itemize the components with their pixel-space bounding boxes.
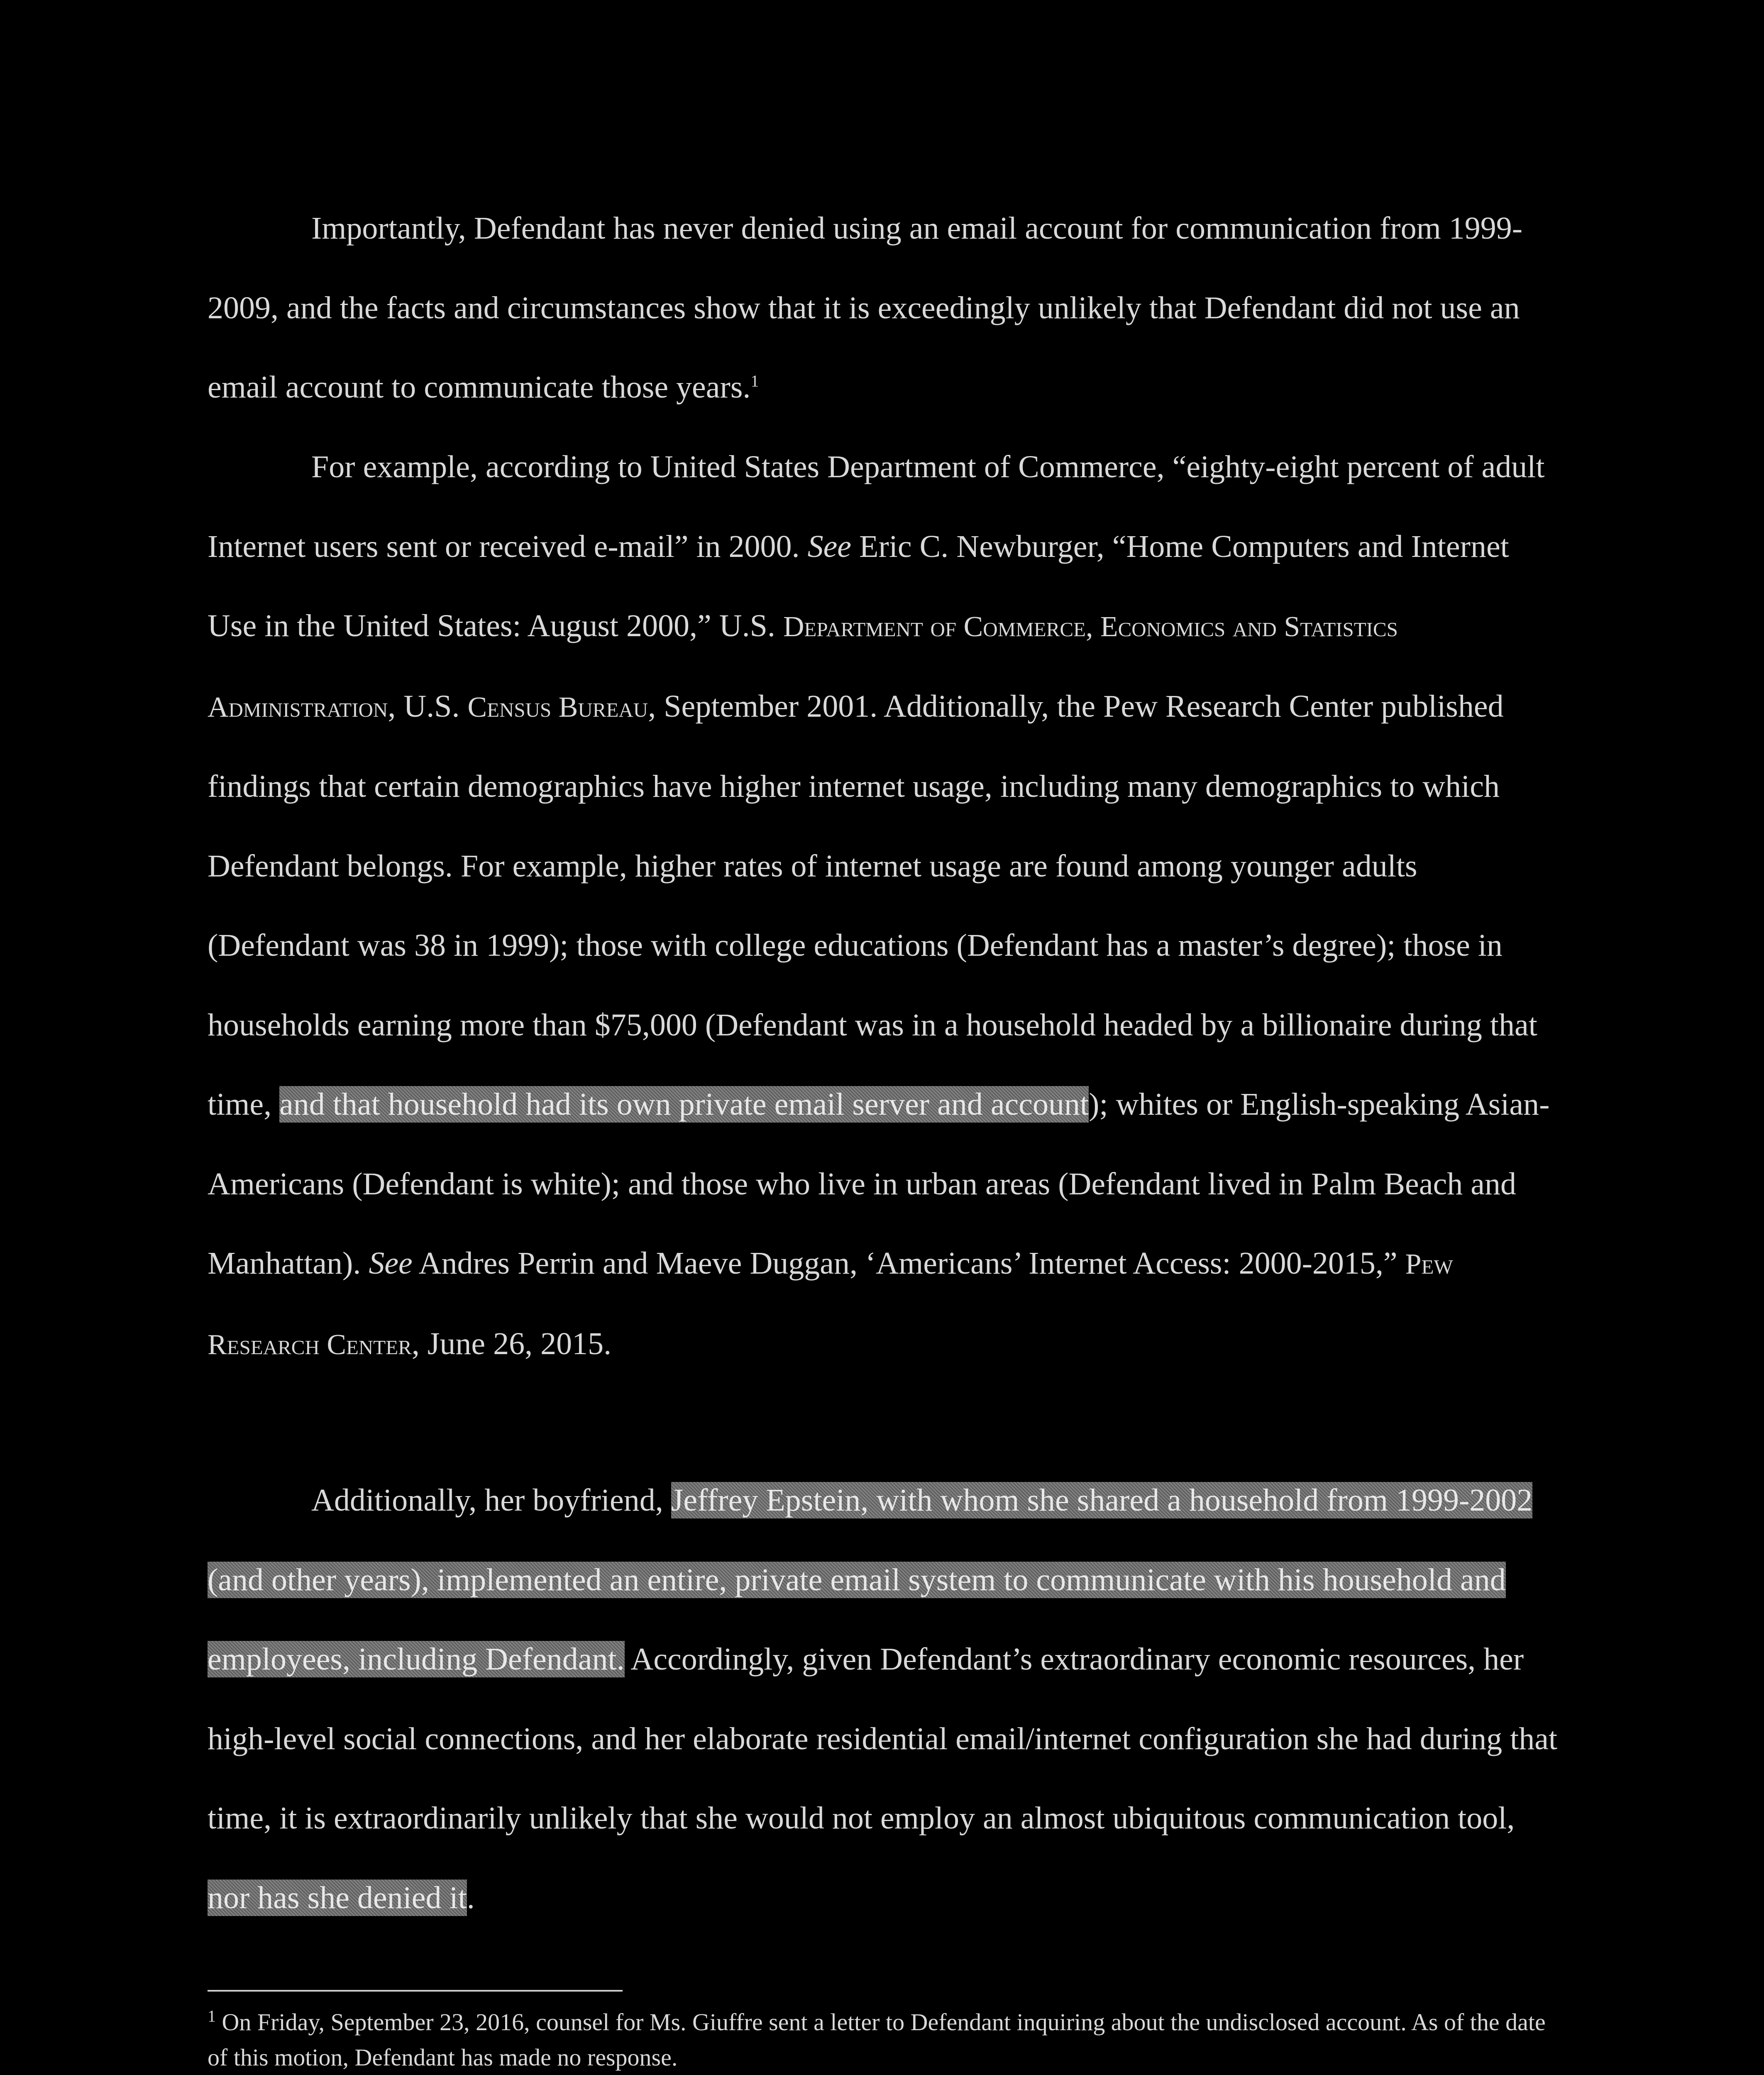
small-caps-source: Census Bureau bbox=[467, 691, 648, 723]
text-segment: , June 26, 2015. bbox=[411, 1326, 612, 1361]
citation-signal: See bbox=[807, 529, 852, 564]
small-caps-source: Department of Commerce, Economics and Statistics Administration bbox=[208, 611, 1398, 723]
citation-signal: See bbox=[369, 1246, 413, 1281]
text-segment: Andres Perrin and Maeve Duggan, ‘Americans’ Internet Access: 2000-2015,” bbox=[412, 1246, 1405, 1281]
text-segment: ); whites or English-speaking Asian-Americans (Defendant is white); and those who live in urban areas (Defendant lived in Palm Beach and Manhattan). bbox=[208, 1087, 1550, 1281]
highlighted-text: and that household had its own private email server and account bbox=[279, 1087, 1089, 1122]
footnote-text: On Friday, September 23, 2016, counsel for Ms. Giuffre sent a letter to Defendant inquiring about the undisclosed account. As of the date of this motion, Defendant has made no response. bbox=[208, 2009, 1546, 2071]
highlighted-text: Jeffrey Epstein, with whom she shared a household from 1999-2002 (and other years), implemented an entire, private email system to communicate with his household and employees, including Defendant. bbox=[208, 1483, 1533, 1677]
text-segment: For example, according to United States Department of Commerce, “eighty-eight percent of adult Internet users sent or received e-mail” in 2000. bbox=[208, 449, 1545, 564]
footnote-number: 1 bbox=[208, 2007, 216, 2026]
footnote-divider bbox=[208, 1990, 623, 1992]
footnote-reference: 1 bbox=[750, 371, 759, 391]
small-caps-source: Pew Research Center bbox=[208, 1248, 1453, 1361]
paragraph-internet-usage bbox=[208, 427, 1561, 1384]
paragraph-email-denial bbox=[208, 189, 1561, 427]
text-segment: Additionally, her boyfriend, bbox=[311, 1483, 671, 1518]
paragraph-text: Importantly, Defendant has never denied using an email account for communication from 1999-2009, and the facts and circumstances show that it is exceedingly unlikely that Defendant did not use an email account to communicate those years. bbox=[208, 211, 1523, 405]
highlighted-text: nor has she denied it bbox=[208, 1880, 467, 1915]
text-segment: . bbox=[467, 1880, 475, 1915]
text-segment: , September 2001. Additionally, the Pew Research Center published findings that certain demographics have higher internet usage, including many demographics to which Defendant belongs. For example, higher rates of internet usage are found among younger adults (Defendant was 38 in 1999); those with college educations (Defendant has a master’s degree); those in households earning more than $75,000 (Defendant was in a household headed by a billionaire during that time, bbox=[208, 688, 1537, 1122]
text-segment: , U.S. bbox=[388, 688, 468, 724]
paragraph-private-email-system bbox=[208, 1461, 1561, 1938]
footnote bbox=[208, 2004, 1561, 2075]
text-segment: Accordingly, given Defendant’s extraordinary economic resources, her high-level social connections, and her elaborate residential email/internet configuration she had during that time, it is extraordinarily unlikely that she would not employ an almost ubiquitous communication tool, bbox=[208, 1642, 1558, 1836]
text-segment: Eric C. Newburger, “Home Computers and Internet Use in the United States: August 2000,” U.S. bbox=[208, 529, 1509, 643]
